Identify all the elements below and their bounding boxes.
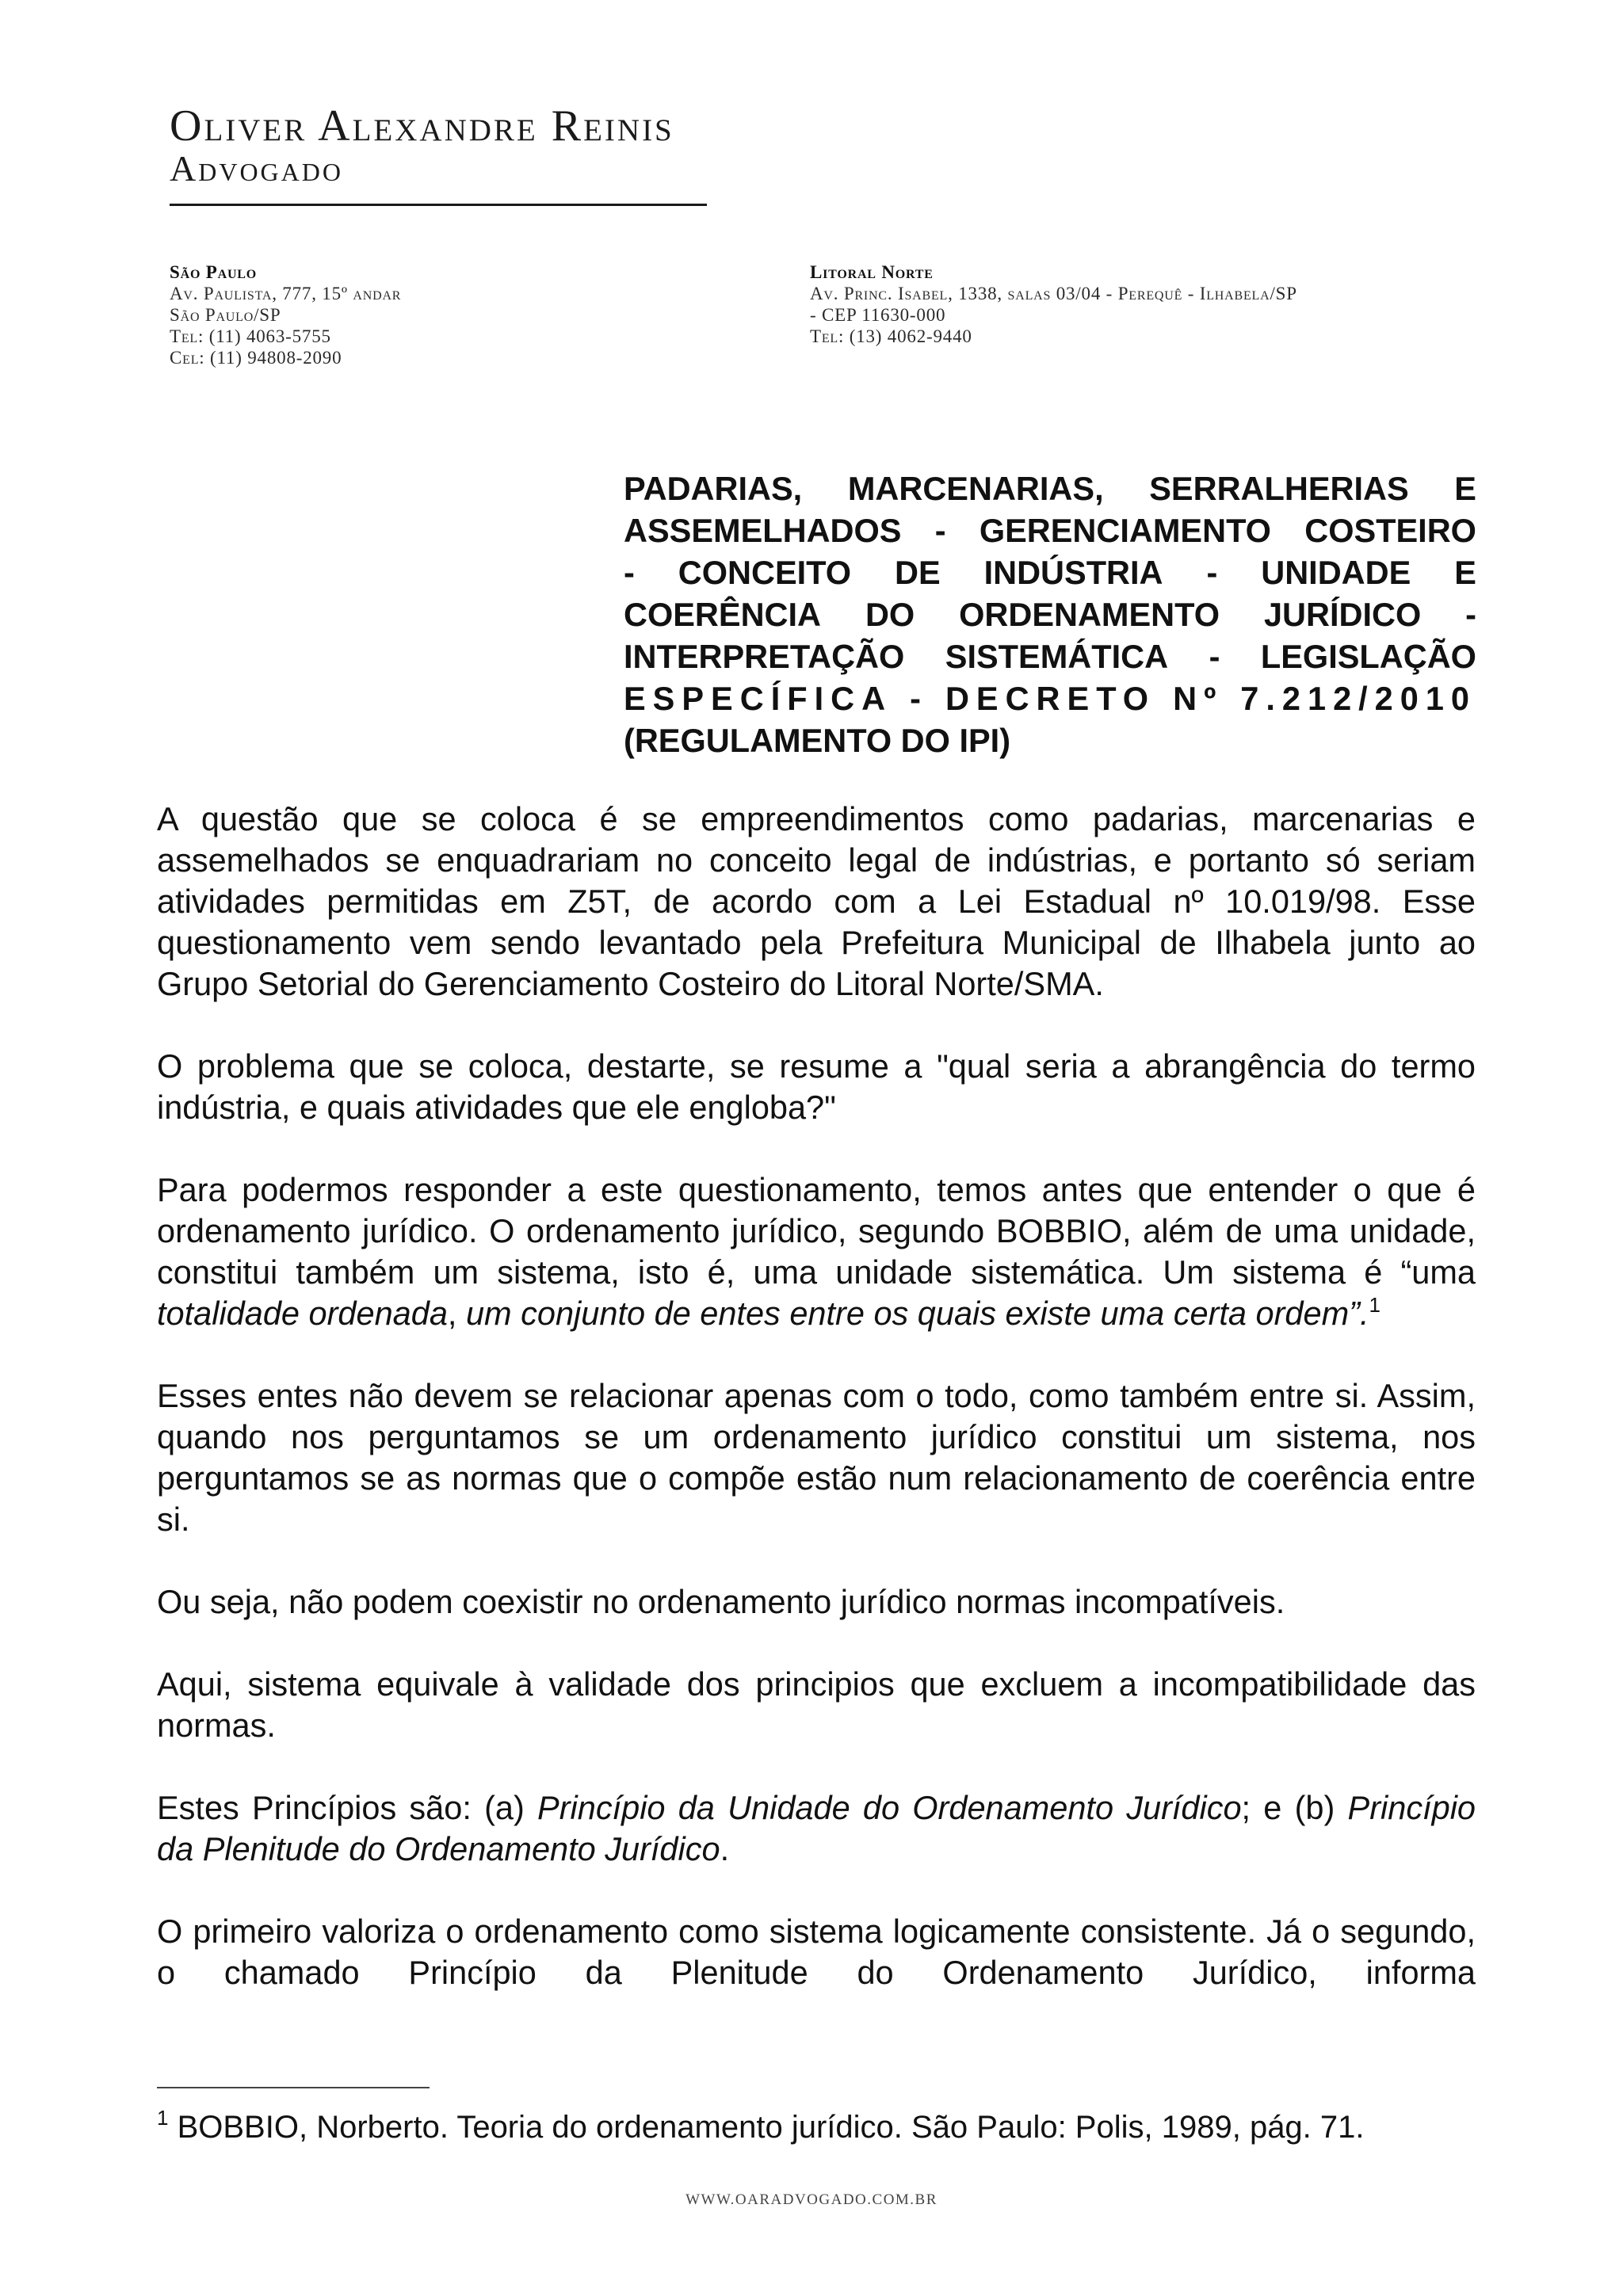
document-body bbox=[157, 799, 1476, 2035]
paragraph-text: ; e (b) bbox=[1241, 1789, 1348, 1826]
letterhead-divider bbox=[170, 204, 707, 206]
paragraph-text: ”. bbox=[1349, 1295, 1369, 1332]
office-name: São Paulo bbox=[170, 262, 258, 282]
footer-website[interactable]: WWW.OARADVOGADO.COM.BR bbox=[685, 2191, 938, 2208]
paragraph: Aqui, sistema equivale à validade dos principios que excluem a incompatibilidade das normas. bbox=[157, 1665, 1476, 1744]
lawyer-name: Oliver Alexandre Reinis bbox=[170, 101, 674, 151]
paragraph: O problema que se coloca, destarte, se resume a "qual seria a abrangência do termo indústria, e quais atividades que ele engloba?" bbox=[157, 1047, 1476, 1126]
footnote bbox=[157, 2107, 1476, 2147]
office-phone: Tel: (13) 4062-9440 bbox=[810, 326, 972, 346]
paragraph: A questão que se coloca é se empreendimentos como padarias, marcenarias e assemelhados se enquadrariam no conceito legal de indústrias, e portanto só seriam atividades permitidas em Z5T, de acordo com a Lei Estadual nº 10.019/98. Esse questionamento vem sendo levantado pela Prefeitura Municipal de Ilhabela junto ao Grupo Setorial do Gerenciamento Costeiro do Litoral Norte/SMA. bbox=[157, 800, 1476, 1002]
paragraph-text: Para podermos responder a este questionamento, temos antes que entender o que é ordenamento jurídico. O ordenamento jurídico, segundo BOBBIO, além de uma unidade, constitui também um sistema, isto é, uma unidade sistemática. Um sistema é “uma bbox=[157, 1171, 1476, 1291]
office-city: São Paulo/SP bbox=[170, 305, 281, 325]
paragraph: Ou seja, não podem coexistir no ordenamento jurídico normas incompatíveis. bbox=[157, 1583, 1285, 1620]
footnote-divider bbox=[157, 2087, 430, 2088]
paragraph bbox=[157, 1169, 1476, 1334]
paragraph-text: . bbox=[720, 1830, 730, 1867]
lawyer-title: Advogado bbox=[170, 148, 343, 189]
office-sao-paulo bbox=[170, 261, 401, 368]
paragraph-text: , bbox=[447, 1295, 466, 1332]
office-litoral-norte bbox=[810, 261, 1297, 347]
office-cep: - CEP 11630-000 bbox=[810, 305, 946, 325]
heading-line: COERÊNCIA DO ORDENAMENTO JURÍDICO - bbox=[624, 596, 1476, 633]
heading-line: ASSEMELHADOS - GERENCIAMENTO COSTEIRO bbox=[624, 512, 1476, 549]
emphasis-text: totalidade ordenada bbox=[157, 1295, 448, 1332]
emphasis-text: Princípio da Plenitude do Ordenamento Jurídico bbox=[157, 1789, 1476, 1867]
office-address: Av. Paulista, 777, 15º andar bbox=[170, 284, 402, 303]
paragraph bbox=[157, 1787, 1476, 1870]
footnote-reference: 1 bbox=[1369, 1293, 1381, 1317]
heading-line: ESPECÍFICA - DECRETO Nº 7.212/2010 bbox=[624, 680, 1476, 717]
heading-line: PADARIAS, MARCENARIAS, SERRALHERIAS E bbox=[624, 470, 1476, 507]
heading-line: - CONCEITO DE INDÚSTRIA - UNIDADE E bbox=[624, 554, 1476, 591]
emphasis-text: Princípio da Unidade do Ordenamento Jurídico bbox=[537, 1789, 1242, 1826]
heading-line: (REGULAMENTO DO IPI) bbox=[624, 722, 1011, 759]
document-heading bbox=[624, 467, 1476, 761]
footnote-number: 1 bbox=[157, 2106, 169, 2130]
paragraph: O primeiro valoriza o ordenamento como sistema logicamente consistente. Já o segundo, o chamado Princípio da Plenitude do Ordenamento Jurídico, informa bbox=[157, 1913, 1476, 1991]
paragraph: Esses entes não devem se relacionar apenas com o todo, como também entre si. Assim, quando nos perguntamos se um ordenamento jurídico constitui um sistema, nos perguntamos se as normas que o compõe estão num relacionamento de coerência entre si. bbox=[157, 1377, 1476, 1538]
footnote-text: BOBBIO, Norberto. Teoria do ordenamento jurídico. São Paulo: Polis, 1989, pág. 71. bbox=[168, 2110, 1365, 2145]
office-phone: Tel: (11) 4063-5755 bbox=[170, 326, 331, 346]
emphasis-text: um conjunto de entes entre os quais existe uma certa ordem bbox=[465, 1295, 1350, 1332]
letterhead bbox=[170, 103, 674, 189]
office-name: Litoral Norte bbox=[810, 262, 934, 282]
office-address: Av. Princ. Isabel, 1338, salas 03/04 - Perequê - Ilhabela/SP bbox=[810, 284, 1297, 303]
heading-line: INTERPRETAÇÃO SISTEMÁTICA - LEGISLAÇÃO bbox=[624, 638, 1476, 675]
office-cell: Cel: (11) 94808-2090 bbox=[170, 348, 342, 368]
paragraph-text: Estes Princípios são: (a) bbox=[157, 1789, 538, 1826]
